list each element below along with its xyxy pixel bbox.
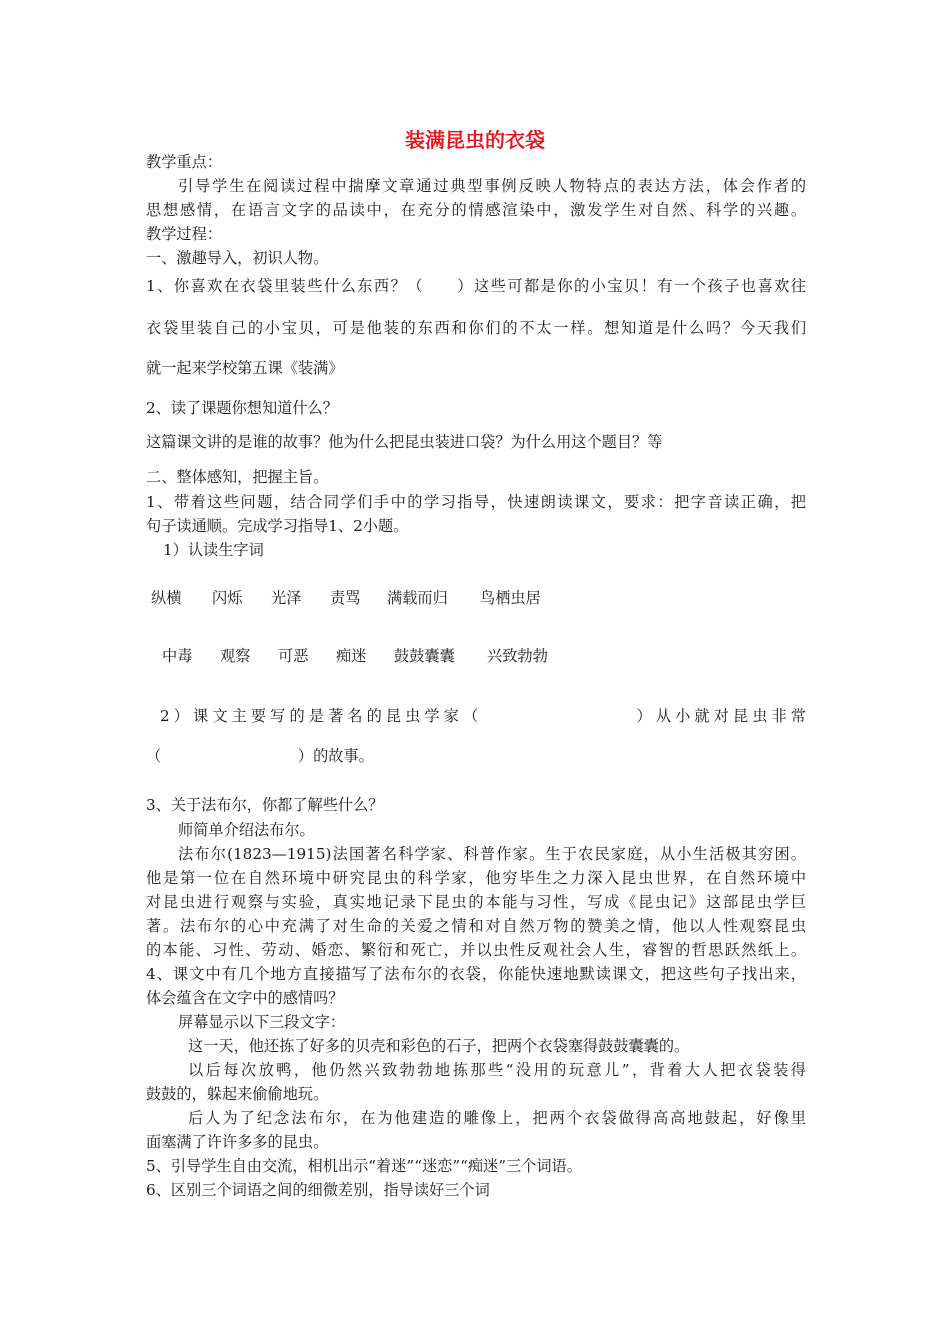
vocab-word: 满载而归	[387, 589, 448, 607]
vocab-word: 鼓鼓囊囊	[394, 647, 455, 665]
vocab-word: 可恶	[278, 647, 309, 665]
paragraph-line: 屏幕显示以下三段文字：	[178, 1013, 346, 1031]
section-heading: 教学重点：	[146, 153, 222, 171]
quote-line: 这一天，他还拣了好多的贝壳和彩色的石子，把两个衣袋塞得鼓鼓囊囊的。	[188, 1037, 690, 1055]
paragraph-line: 这篇课文讲的是谁的故事？他为什么把昆虫装进口袋？为什么用这个题目？等	[146, 433, 663, 451]
paragraph-line: 思想感情，在语言文字的品读中，在充分的情感渲染中，激发学生对自然、科学的兴趣。	[146, 201, 806, 219]
vocab-word: 光泽	[271, 589, 302, 607]
paragraph-line: 对昆虫进行观察与实验，真实地记录下昆虫的本能与习性，写成《昆虫记》这部昆虫学巨	[146, 893, 806, 911]
quote-line: 面塞满了许许多多的昆虫。	[146, 1133, 329, 1151]
paragraph-line: 法布尔(1823—1915)法国著名科学家、科普作家。生于农民家庭，从小生活极其穷困。	[178, 845, 806, 863]
paragraph-line: 5、引导学生自由交流，相机出示“着迷”“迷恋”“痴迷”三个词语。	[146, 1157, 582, 1175]
document-title: 装满昆虫的衣袋	[405, 128, 545, 152]
paragraph-line: 师简单介绍法布尔。	[178, 821, 315, 839]
paragraph-line: 的本能、习性、劳动、婚恋、繁衍和死亡，并以虫性反观社会人生，睿智的哲思跃然纸上。	[146, 941, 806, 959]
quote-line: 后人为了纪念法布尔，在为他建造的雕像上，把两个衣袋做得高高地鼓起，好像里	[188, 1109, 806, 1127]
paragraph-line: 1、带着这些问题，结合同学们手中的学习指导，快速朗读课文，要求：把字音读正确，把	[146, 493, 806, 511]
section-heading: 教学过程：	[146, 225, 222, 243]
paragraph-line: 6、区别三个词语之间的细微差别，指导读好三个词	[146, 1181, 490, 1199]
paragraph-line: 3、关于法布尔，你都了解些什么？	[146, 796, 384, 814]
paragraph-line: 衣袋里装自己的小宝贝，可是他装的东西和你们的不太一样。想知道是什么吗？今天我们	[146, 319, 806, 337]
paragraph-line: 就一起来学校第五课《装满》	[146, 359, 344, 377]
vocab-word: 观察	[220, 647, 251, 665]
paragraph-line: 1）认读生字词	[163, 541, 264, 559]
paragraph-line: 著。法布尔的心中充满了对生命的关爱之情和对自然万物的赞美之情，他以人性观察昆虫	[146, 917, 806, 935]
paragraph-line: 引导学生在阅读过程中揣摩文章通过典型事例反映人物特点的表达方法，体会作者的	[178, 177, 806, 195]
paragraph-line: 2、读了课题你想知道什么？	[146, 399, 338, 417]
quote-line: 鼓鼓的，躲起来偷偷地玩。	[146, 1085, 329, 1103]
vocab-word: 责骂	[330, 589, 361, 607]
paragraph-line: 句子读通顺。完成学习指导1、2小题。	[146, 517, 409, 535]
quote-line: 以后每次放鸭，他仍然兴致勃勃地拣那些“没用的玩意儿”，背着大人把衣袋装得	[188, 1061, 806, 1079]
section-heading: 一、激趣导入，初识人物。	[146, 249, 329, 267]
section-heading: 二、整体感知，把握主旨。	[146, 468, 329, 486]
vocab-word: 痴迷	[336, 647, 367, 665]
paragraph-line: 1、你喜欢在衣袋里装些什么东西？（ ）这些可都是你的小宝贝！有一个孩子也喜欢往	[146, 277, 806, 295]
fill-in-question: 2）课文主要写的是著名的昆虫学家（ ）从小就对昆虫非常	[160, 707, 806, 725]
paragraph-line: 4、课文中有几个地方直接描写了法布尔的衣袋，你能快速地默读课文，把这些句子找出来，	[146, 965, 806, 983]
fill-in-question: （ ）的故事。	[146, 747, 374, 765]
vocab-word: 中毒	[162, 647, 193, 665]
vocab-word: 纵横	[151, 589, 182, 607]
vocab-word: 兴致勃勃	[487, 647, 548, 665]
vocab-word: 闪烁	[212, 589, 243, 607]
paragraph-line: 他是第一位在自然环境中研究昆虫的科学家，他穷毕生之力深入昆虫世界，在自然环境中	[146, 869, 806, 887]
paragraph-line: 体会蕴含在文字中的感情吗？	[146, 989, 344, 1007]
vocab-word: 鸟栖虫居	[480, 589, 541, 607]
